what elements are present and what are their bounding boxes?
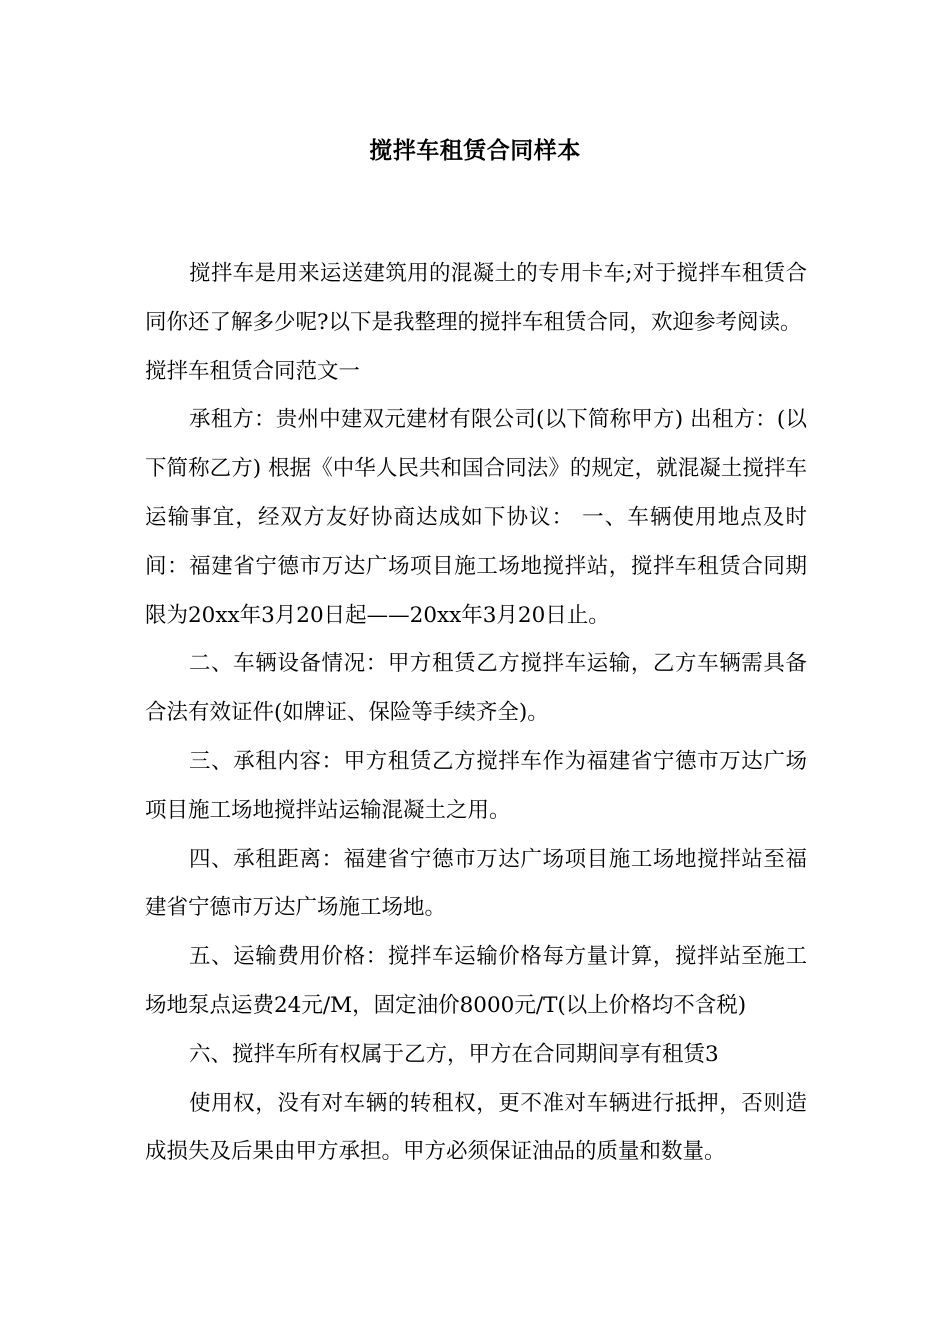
clause-2-paragraph: 二、车辆设备情况：甲方租赁乙方搅拌车运输，乙方车辆需具备合法有效证件(如牌证、保险等手续齐全)。 bbox=[145, 651, 807, 726]
clause-3-paragraph: 三、承租内容：甲方租赁乙方搅拌车作为福建省宁德市万达广场项目施工场地搅拌站运输混凝土之用。 bbox=[145, 748, 807, 823]
clause-5-paragraph: 五、运输费用价格：搅拌车运输价格每方量计算，搅拌站至施工场地泵点运费24元/M，固定油价8000元/T(以上价格均不含税) bbox=[145, 944, 807, 1018]
document-title: 搅拌车租赁合同样本 bbox=[369, 138, 581, 164]
section-heading: 搅拌车租赁合同范文一 bbox=[145, 358, 361, 384]
contract-parties-paragraph: 承租方：贵州中建双元建材有限公司(以下简称甲方) 出租方：(以下简称乙方) 根据《中华人民共和国合同法》的规定，就混凝土搅拌车运输事宜，经双方友好协商达成如下协议： 一、车辆使用地点及时间：福建省宁德市万达广场项目施工场地搅拌站，搅拌车租赁合同期限为20xx年3月20日起——20xx年3月20日止。 bbox=[145, 407, 807, 628]
clause-4-paragraph: 四、承租距离：福建省宁德市万达广场项目施工场地搅拌站至福建省宁德市万达广场施工场地。 bbox=[145, 846, 807, 921]
document-body bbox=[145, 250, 807, 1177]
intro-paragraph: 搅拌车是用来运送建筑用的混凝土的专用卡车;对于搅拌车租赁合同你还了解多少呢?以下是我整理的搅拌车租赁合同，欢迎参考阅读。 bbox=[145, 261, 807, 335]
clause-6-paragraph: 六、搅拌车所有权属于乙方，甲方在合同期间享有租赁3 bbox=[189, 1041, 719, 1067]
clause-6-continued-paragraph: 使用权，没有对车辆的转租权，更不准对车辆进行抵押，否则造成损失及后果由甲方承担。甲方必须保证油品的质量和数量。 bbox=[145, 1090, 807, 1165]
